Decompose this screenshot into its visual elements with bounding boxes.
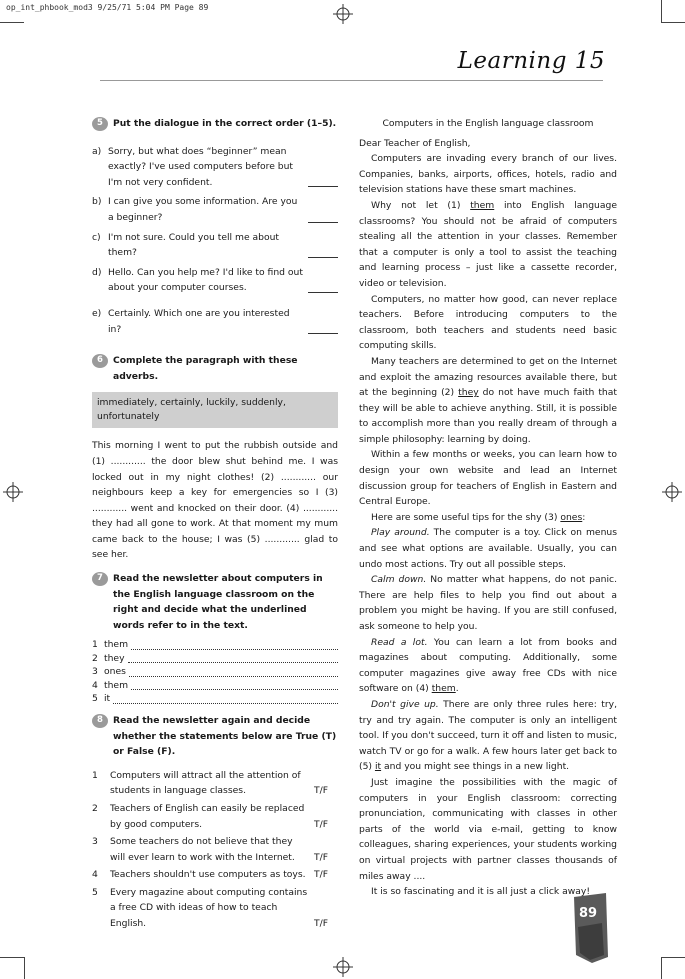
true-false-choice[interactable]: T/F (314, 785, 328, 797)
newsletter-paragraph (359, 198, 617, 292)
answer-line[interactable] (131, 649, 338, 650)
newsletter-paragraph: Just imagine the possibilities with the magic of computers in your English classroom: correcting pronunciation, communicating with classes in other parts of the world via e-mail, getting to know colleagues, sharing experiences, your students working on virtual projects with partner classes thousands of miles away .... (359, 776, 617, 882)
tip-heading: Play around. (371, 527, 430, 539)
statement-number: 1 (92, 769, 98, 781)
statement-text: Computers will attract all the attention of students in language classes. (110, 769, 301, 797)
text-run: : (582, 511, 586, 523)
true-false-choice[interactable]: T/F (314, 869, 328, 881)
dialogue-item (92, 144, 338, 191)
task-instruction: Put the dialogue in the correct order (1–5). (113, 118, 337, 129)
answer-blank[interactable] (308, 247, 338, 258)
ref-number: 1 (92, 639, 98, 651)
answer-blank[interactable] (308, 323, 338, 334)
answer-blank[interactable] (308, 282, 338, 293)
newsletter-paragraph: Computers, no matter how good, can never replace teachers. Before introducing computers to the classroom, both teachers and students need basic computing skills. (359, 293, 617, 352)
dialogue-item (92, 306, 338, 337)
newsletter-paragraph (359, 354, 617, 448)
task-5-heading (92, 116, 338, 132)
statement-list (92, 768, 338, 932)
text-run: There are only three rules here: try, try and try again. The computer is only an intelligent tool. If you don't succeed, turn it off and listen to music, watch TV or go for a walk. A few hours later get back to (5) (359, 698, 618, 773)
registration-mark-icon (333, 4, 353, 24)
item-text: Sorry, but what does “beginner” mean exactly? I've used computers before but I'm not very confident. (108, 145, 294, 188)
text-run: into English language classrooms? You should not be afraid of computers stealing all the attention in your classes. Remember that a computer is only a tool to assist the teaching and learning process – just like a cassette recorder, video or television. (359, 199, 617, 289)
statement-text: Every magazine about computing contains a free CD with ideas of how to teach English. (110, 886, 308, 930)
newsletter-paragraph: Within a few months or weeks, you can learn how to design your own website and lead an Internet discussion group for teachers of English in Eastern and Central Europe. (359, 449, 617, 508)
underlined-word: it (374, 761, 382, 773)
statement-number: 5 (92, 886, 98, 898)
newsletter-paragraph: Computers are invading every branch of our lives. Companies, banks, airports, offices, hotels, radio and television stations have these smart machines. (359, 153, 617, 196)
task-number-badge: 5 (92, 117, 108, 131)
tip-heading: Read a lot. (371, 636, 428, 648)
tip-heading: Don't give up. (371, 698, 439, 710)
dialogue-list (92, 144, 338, 338)
dialogue-item (92, 194, 338, 225)
reference-row (92, 666, 338, 680)
answer-line[interactable] (131, 689, 338, 690)
newsletter-title: Computers in the English language classroom (382, 118, 594, 129)
task-8-heading (92, 713, 338, 760)
newsletter-column (359, 116, 617, 900)
reference-list (92, 639, 338, 707)
true-false-choice[interactable]: T/F (314, 851, 328, 863)
paragraph-text: This morning I went to put the rubbish outside and (1) ............ the door blew shut behind me. I was locked out in my night clothes! (2) ............ our neighbours keep a key for emergencies so I (3) ............ went and knocked on their door. (4) ............ they had all gone to work. At that moment my mum came back to the house; I was (5) ............ glad to see her. (92, 440, 338, 561)
crop-mark (661, 0, 662, 22)
item-text: I can give you some information. Are you a beginner? (108, 196, 298, 223)
ref-word: ones (104, 666, 126, 678)
page-number: 89 (579, 906, 598, 921)
crop-mark (661, 22, 685, 23)
crop-mark (661, 957, 685, 958)
task-instruction: Complete the paragraph with these adverbs. (113, 355, 298, 382)
ref-number: 5 (92, 693, 98, 705)
newsletter-paragraph: It is so fascinating and it is all just a click away! (371, 886, 591, 898)
ref-number: 3 (92, 666, 98, 678)
newsletter-tip (359, 572, 617, 634)
item-text: Certainly. Which one are you interested in? (108, 307, 290, 335)
task-number-badge: 7 (92, 572, 108, 586)
newsletter-tip (359, 525, 617, 572)
crop-mark (24, 957, 25, 979)
crop-mark (661, 957, 662, 979)
task-6-heading (92, 353, 338, 384)
answer-line[interactable] (128, 662, 338, 663)
header-divider (100, 80, 603, 81)
task-instruction: Read the newsletter about computers in the English language classroom on the right and decide what the underlined words refer to in the text. (113, 573, 323, 631)
registration-mark-icon (662, 482, 682, 502)
item-text: Hello. Can you help me? I'd like to find out about your computer courses. (108, 266, 303, 294)
item-label: d) (92, 266, 102, 278)
underlined-word: them (431, 683, 456, 695)
true-false-choice[interactable]: T/F (314, 818, 328, 830)
item-label: b) (92, 196, 102, 208)
task-number-badge: 8 (92, 714, 108, 728)
dialogue-item (92, 230, 338, 261)
text-run: The computer is a toy. Click on menus and see what options are available. Usually, you can undo most actions. Try out all possible steps. (359, 527, 617, 570)
underlined-word: them (470, 199, 495, 211)
item-label: a) (92, 145, 102, 157)
text-run: do not have much faith that they will be able to achieve anything. Still, it is possible to accomplish more than you really dream of through a simple philosophy: learning by doing. (359, 387, 617, 445)
statement-number: 2 (92, 802, 98, 814)
task-instruction: Read the newsletter again and decide whether the statements below are True (T) or False (F). (113, 714, 337, 758)
ref-number: 2 (92, 652, 98, 664)
statement-text: Some teachers do not believe that they will ever learn to work with the Internet. (110, 836, 295, 863)
task-7-heading (92, 571, 338, 633)
statement-item (92, 768, 338, 799)
text-run: Many teachers are determined to get on the Internet and exploit the amazing resources available there, but at the beginning (2) (359, 355, 617, 399)
answer-blank[interactable] (308, 212, 338, 223)
underlined-word: they (458, 387, 479, 399)
newsletter-tip (359, 697, 617, 775)
text-run: No matter what happens, do not panic. There are help files to help you find out about a problem you might be having. If you are still confused, ask someone to help you. (359, 574, 617, 632)
statement-text: Teachers shouldn't use computers as toys. (110, 869, 306, 881)
registration-mark-icon (333, 957, 353, 977)
task-number-badge: 6 (92, 354, 108, 368)
adverb-word-box: immediately, certainly, luckily, suddenly, unfortunately (92, 392, 338, 428)
true-false-choice[interactable]: T/F (314, 918, 328, 930)
ref-word: it (104, 693, 111, 705)
item-text: I'm not sure. Could you tell me about them? (108, 231, 280, 259)
answer-blank[interactable] (308, 176, 338, 187)
item-label: c) (92, 231, 101, 243)
answer-line[interactable] (113, 703, 338, 704)
statement-item (92, 801, 338, 832)
page-title: Learning 15 (457, 48, 605, 74)
underlined-word: ones (560, 511, 583, 523)
ref-word: them (104, 639, 129, 651)
statement-text: Teachers of English can easily be replaced by good computers. (110, 802, 305, 830)
reference-row (92, 693, 338, 707)
newsletter-tip (359, 635, 617, 697)
statement-item (92, 885, 338, 932)
dialogue-item (92, 265, 338, 296)
answer-line[interactable] (129, 676, 338, 677)
registration-mark-icon (3, 482, 23, 502)
statement-number: 4 (92, 869, 98, 881)
text-run: . (455, 683, 459, 695)
ref-word: them (104, 679, 129, 691)
newsletter-paragraph (359, 510, 617, 526)
print-slug: op_int_phbook_mod3 9/25/71 5:04 PM Page 89 (6, 3, 209, 12)
page-number-tab-icon (572, 893, 608, 963)
tip-heading: Calm down. (371, 574, 427, 586)
text-run: You can learn a lot from books and magazines about computing. Additionally, some computer magazines give away free CDs with nice software on (4) (359, 636, 617, 695)
ref-word: they (104, 652, 125, 664)
reference-row (92, 639, 338, 653)
gap-fill-paragraph (92, 438, 338, 563)
reference-row (92, 680, 338, 694)
item-label: e) (92, 307, 102, 319)
crop-mark (0, 22, 24, 23)
ref-number: 4 (92, 679, 98, 691)
statement-item (92, 834, 338, 865)
left-column (92, 116, 338, 934)
text-run: Why not let (1) (371, 199, 471, 211)
newsletter-greeting: Dear Teacher of English, (359, 137, 471, 149)
statement-number: 3 (92, 836, 98, 848)
statement-item (92, 867, 338, 883)
text-run: Here are some useful tips for the shy (3) (371, 511, 561, 523)
reference-row (92, 653, 338, 667)
text-run: and you might see things in a new light. (381, 761, 570, 773)
crop-mark (0, 957, 24, 958)
